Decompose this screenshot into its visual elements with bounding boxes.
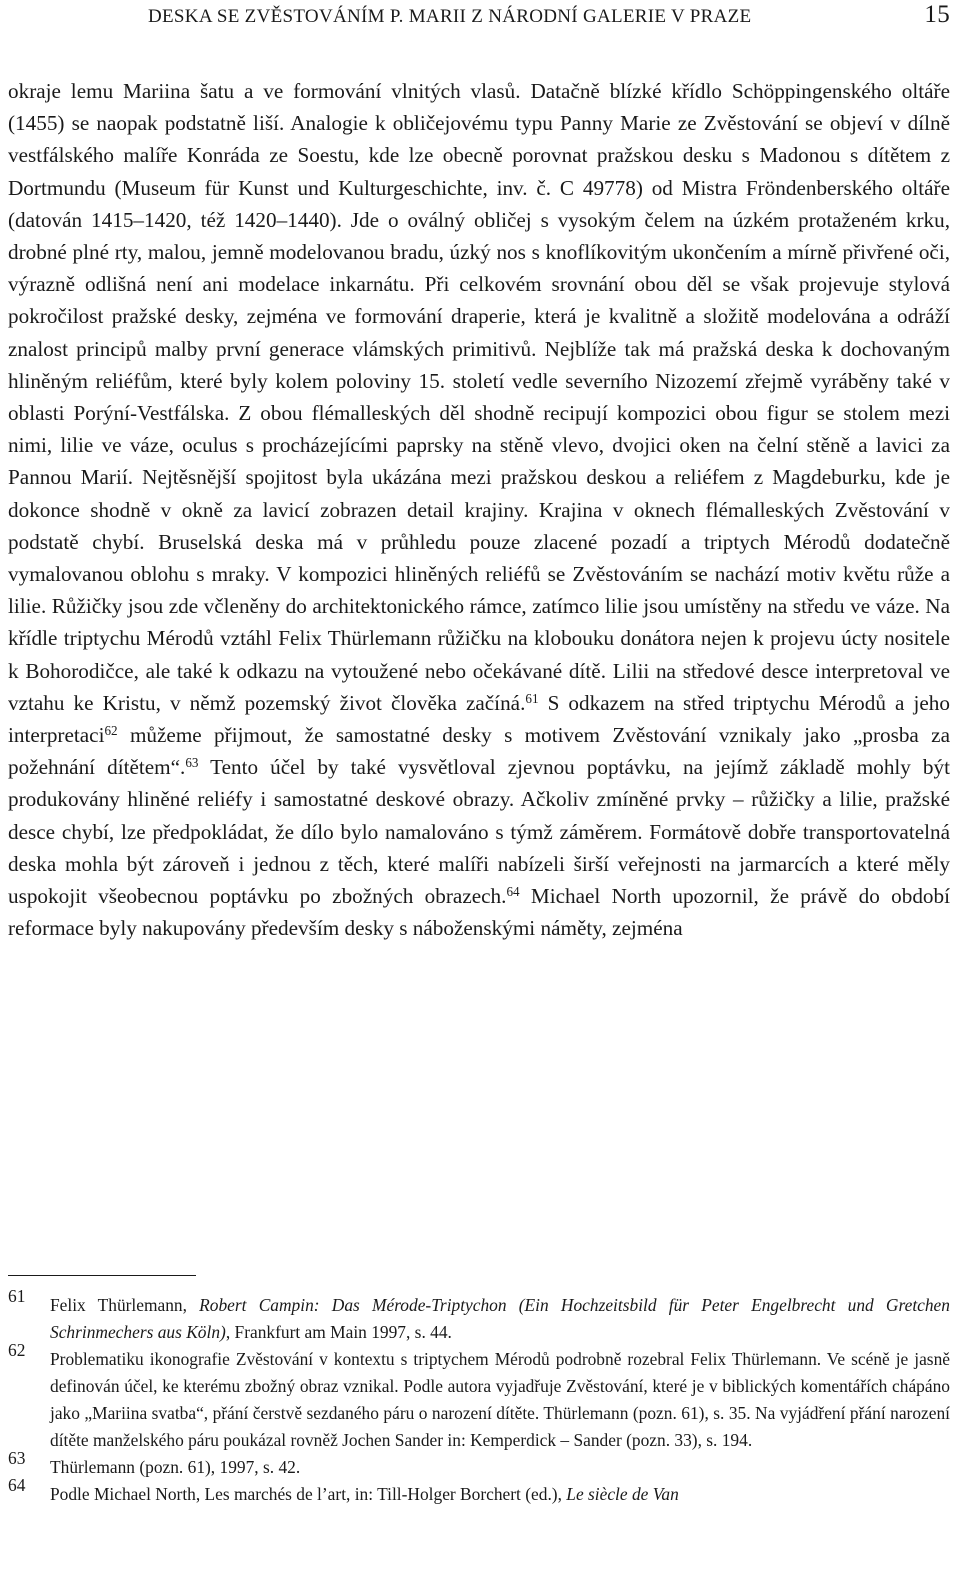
body-text — [8, 75, 950, 944]
footnote-text: Problematiku ikonografie Zvěstování v kontextu s triptychem Mérodů podrobně rozebral Felix Thürlemann. Ve scéně je jasně definován účel, ke kterému zbožný obraz vznikal. Podle autora vyjadřuje Zvěstování, které je v biblických komentářích chápáno jako „Mariina svatba“, přání čerstvě sezdaného páru o narození dítěte. Thürlemann (pozn. 61), s. 35. Na vyjádření přání narození dítěte manželského páru poukázal rovněž Jochen Sander in: Kemperdick – Sander (pozn. 33), s. 194. — [50, 1349, 950, 1450]
footnote-text: Thürlemann (pozn. 61), 1997, s. 42. — [50, 1457, 301, 1477]
footnote-ref-63[interactable]: 63 — [185, 755, 199, 771]
body-run: Tento účel by také vysvětloval zjevnou poptávku, na jejímž základě mohly být produkovány hliněné reliéfy i samostatné deskové obrazy. Ačkoliv zmíněné prvky – růžičky a lilie, pražské desce chybí, lze předpokládat, že dílo bylo namalováno s týmž záměrem. Formátově dobře transportovatelná deska mohla být zároveň i jednou z těch, které malíři nabízeli širší veřejnosti na jarmarcích a které měly uspokojit všeobecnou poptávku po zbožných obrazech. — [8, 755, 950, 909]
body-paragraph — [8, 75, 950, 944]
footnote-number: 62 — [8, 1340, 26, 1360]
page-number: 15 — [924, 1, 950, 28]
footnote-title: Le siècle de Van — [566, 1484, 679, 1504]
footnote-62 — [8, 1340, 950, 1454]
page — [8, 0, 950, 1583]
running-title: DESKA SE ZVĚSTOVÁNÍM P. MARII Z NÁRODNÍ GALERIE V PRAZE — [148, 6, 752, 27]
footnote-ref-64[interactable]: 64 — [506, 883, 520, 899]
footnote-ref-61[interactable]: 61 — [525, 690, 539, 706]
footnote-title: Robert Campin: Das Mérode-Triptychon (Ein Hochzeitsbild für Peter Engelbrecht und Gretchen Schrinmechers aus Köln) — [50, 1295, 950, 1342]
footnote-number: 63 — [8, 1448, 26, 1468]
footnote-63 — [8, 1448, 950, 1481]
footnote-ref-62[interactable]: 62 — [104, 722, 118, 738]
body-run: okraje lemu Mariina šatu a ve formování vlnitých vlasů. Datačně blízké křídlo Schöppingenského oltáře (1455) se naopak podstatně liší. Analogie k obličejovému typu Panny Marie ze Zvěstování se objeví v dílně vestfálského malíře Konráda ze Soestu, kde lze obecně porovnat pražskou desku s Madonou s dítětem z Dortmundu (Museum für Kunst und Kulturgeschichte, inv. č. C 49778) od Mistra Fröndenberského oltáře (datován 1415–1420, též 1420–1440). Jde o oválný obličej s vysokým čelem na úzkém protaženém krku, drobné plné rty, malou, jemně modelovanou bradu, úzký nos s knoflíkovitým ukončením a mírně přivřené oči, výrazně odlišná není ani modelace inkarnátu. Při celkovém srovnání obou děl se však projevuje stylová pokročilost pražské desky, zejména ve formování draperie, která je kvalitně a složitě modelována a odráží znalost principů malby první generace vlámských primitivů. Nejblíže tak má pražská deska k dochovaným hliněným reliéfům, které byly kolem poloviny 15. století vedle severního Nizozemí zřejmě vyráběny také v oblasti Porýní-Vestfálska. Z obou flémalleských děl shodně recipují kompozici obou figur se stolem mezi nimi, lilie ve váze, oculus s procházejícími paprsky na stěně vlevo, dvojici oken na čelní stěně a lavici za Pannou Marií. Nejtěsnější spojitost byla ukázána mezi pražskou deskou a reliéfem z Magdeburku, kde je dokonce shodně v okně za lavicí zobrazen detail krajiny. Krajina v oknech flémalleských Zvěstování v podstatě chybí. Bruselská deska má v průhledu pouze zlacené pozadí a triptych Mérodů dodatečně vymalovanou oblohu s mraky. V kompozici hliněných reliéfů se Zvěstováním se nachází motiv květu růže a lilie. Růžičky jsou zde včleněny do architektonického rámce, zatímco lilie jsou umístěny na středu ve váze. Na křídle triptychu Mérodů vztáhl Felix Thürlemann růžičku na klobouku donátora nejen k projevu úcty nositele k Bohorodičce, ale také k odkazu na vytoužené nebo očekávané dítě. Lilii na středové desce interpretoval ve vztahu ke Kristu, v němž pozemský život člověka začíná. — [8, 79, 950, 715]
body-run: Michael North upozornil, že právě do období reformace byly nakupovány především desky s náboženskými náměty, zejména — [8, 884, 950, 941]
body-run: můžeme přijmout, že samostatné desky s motivem Zvěstování vznikaly jako „prosba za požehnání dítětem“. — [8, 723, 950, 780]
body-run: S odkazem na střed triptychu Mérodů a jeho interpretaci — [8, 690, 950, 748]
footnote-61 — [8, 1286, 950, 1346]
footnotes — [8, 1286, 950, 1508]
footnote-separator — [8, 1275, 196, 1276]
footnote-text: Podle Michael North, Les marchés de l’art, in: Till-Holger Borchert (ed.), — [50, 1484, 567, 1504]
footnote-number: 61 — [8, 1286, 26, 1306]
footnote-number: 64 — [8, 1475, 26, 1495]
footnote-text: Felix Thürlemann, — [50, 1295, 200, 1315]
running-head — [148, 1, 950, 30]
footnote-text: , Frankfurt am Main 1997, s. 44. — [225, 1322, 452, 1342]
footnote-64 — [8, 1475, 950, 1508]
